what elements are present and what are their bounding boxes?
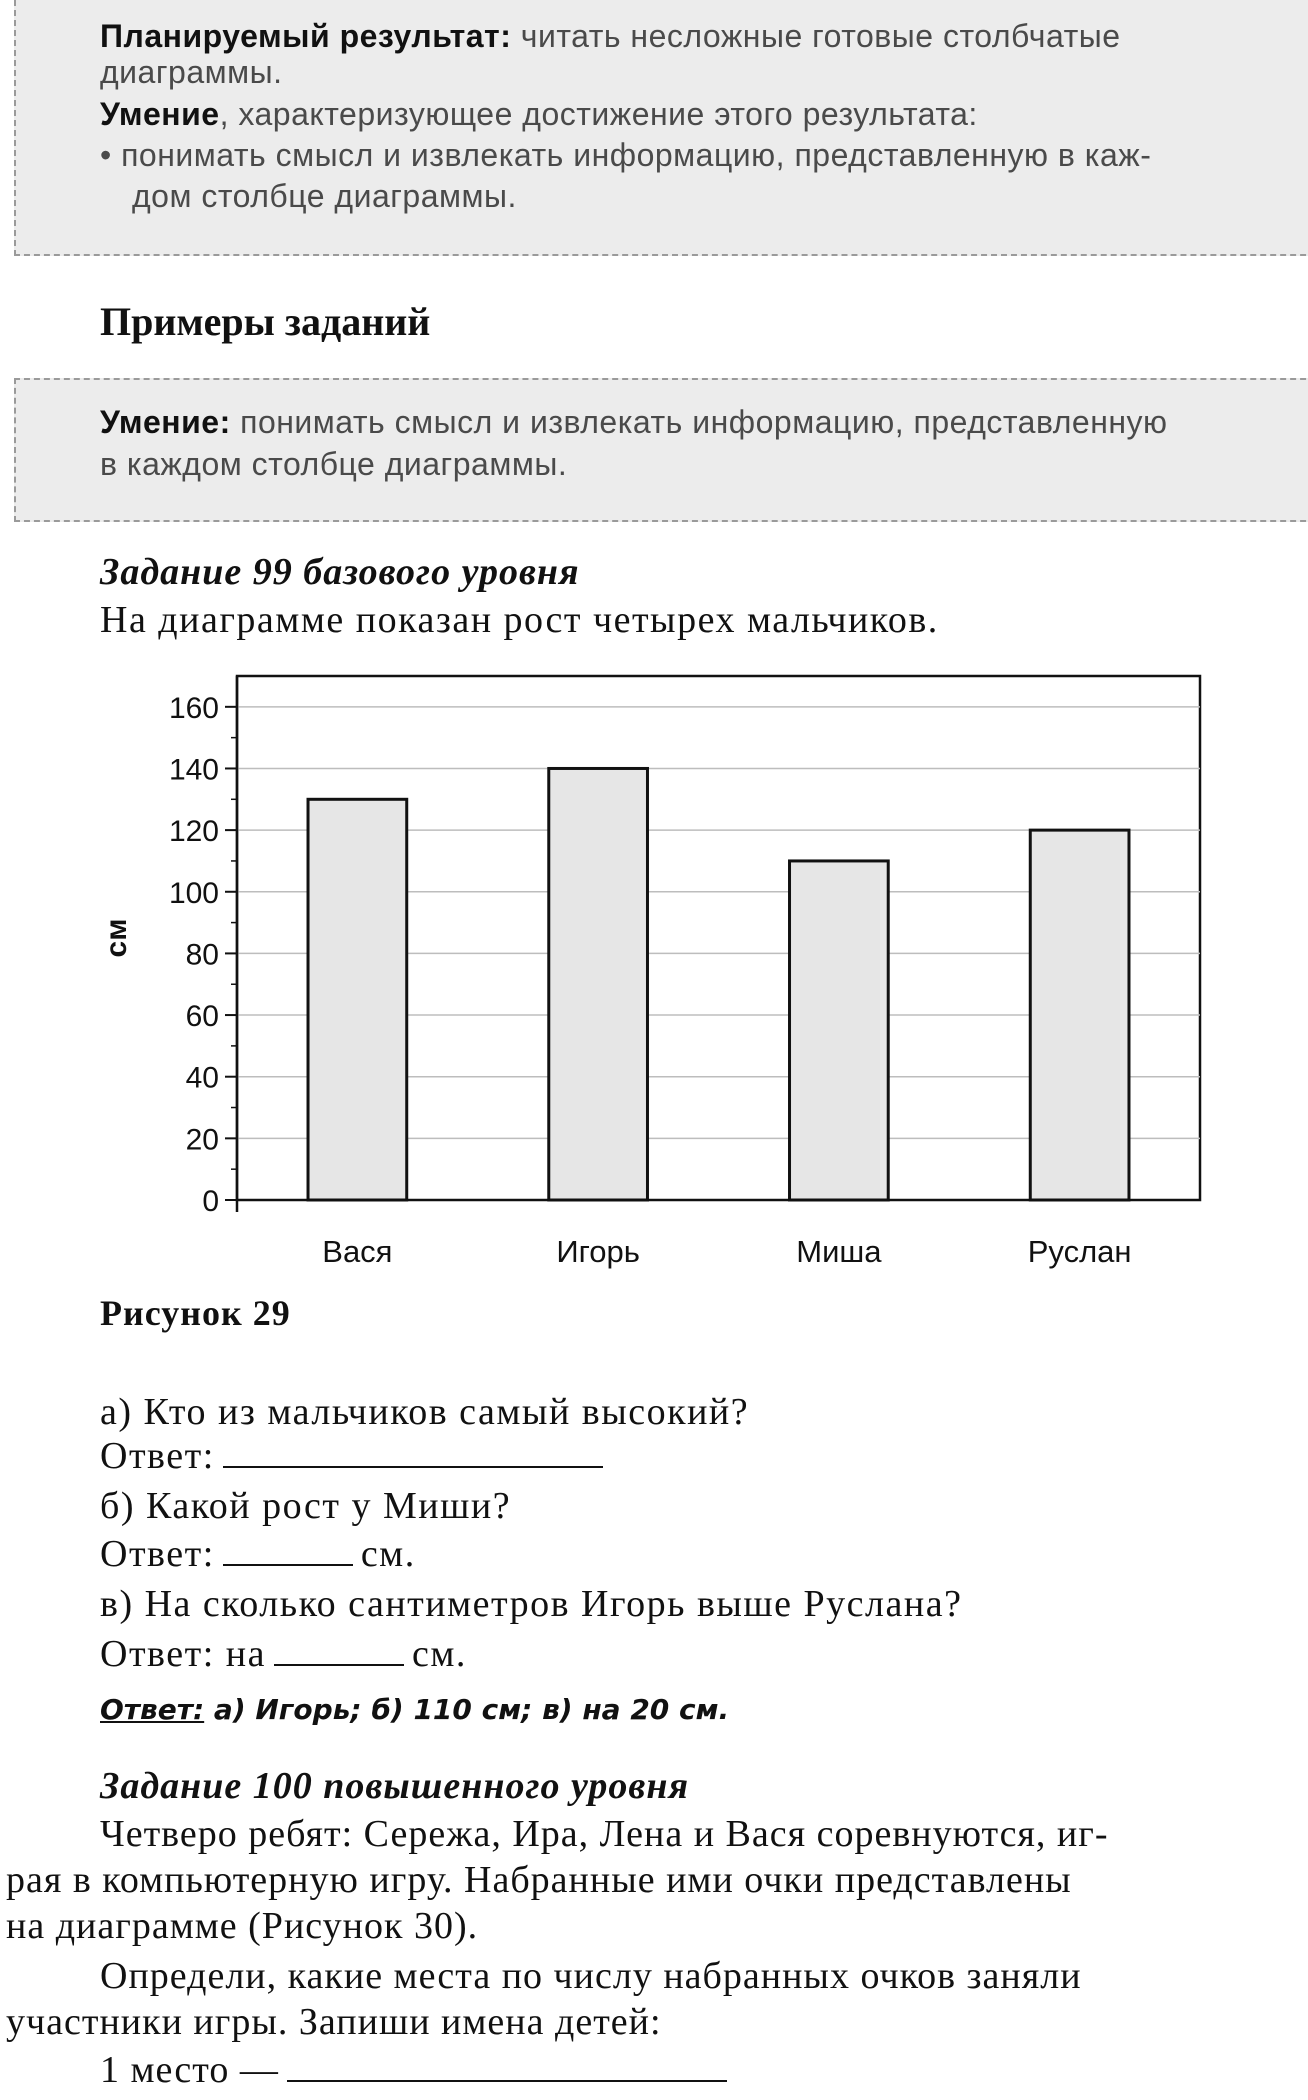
y-axis-label: см: [100, 918, 133, 958]
task100-p2-line1: Определи, какие места по числу набранных очков заняли: [100, 1955, 1082, 1997]
x-category-label: Вася: [322, 1234, 393, 1269]
y-tick-label: 20: [185, 1123, 219, 1157]
planned-result-text-cont: диаграммы.: [100, 54, 283, 90]
task100-p1-line1: Четверо ребят: Сережа, Ира, Лена и Вася соревнуются, иг-: [100, 1813, 1109, 1855]
task100-p2-line2: участники игры. Запиши имена детей:: [6, 2001, 662, 2043]
task99-title: Задание 99 базового уровня: [100, 551, 580, 593]
planned-result-label: Планируемый результат:: [100, 18, 512, 54]
skill-text: , характеризующее достижение этого результата:: [219, 96, 978, 132]
skill-box-text: понимать смысл и извлекать информацию, представленную: [230, 404, 1168, 440]
place1-blank[interactable]: [287, 2078, 727, 2082]
x-category-label: Руслан: [1027, 1234, 1132, 1269]
bar-4: [1030, 830, 1129, 1200]
answer-a-label: Ответ:: [100, 1435, 215, 1477]
answer-b-blank[interactable]: [223, 1562, 353, 1566]
height-bar-chart: [90, 660, 1220, 1290]
task99-intro: На диаграмме показан рост четырех мальчиков.: [100, 599, 939, 641]
task100-p1-line3: на диаграмме (Рисунок 30).: [6, 1905, 479, 1947]
bar-2: [549, 768, 648, 1200]
x-category-label: Игорь: [556, 1234, 640, 1269]
question-b: б) Какой рост у Миши?: [100, 1485, 512, 1527]
bar-3: [790, 861, 889, 1200]
answer-b-label: Ответ:: [100, 1533, 215, 1575]
x-category-label: Миша: [796, 1234, 882, 1269]
answer-c-unit: см.: [412, 1633, 467, 1675]
question-c: в) На сколько сантиметров Игорь выше Руслана?: [100, 1583, 963, 1625]
answer-key-text: а) Игорь; б) 110 см; в) на 20 см.: [204, 1693, 730, 1726]
place1-label: 1 место —: [100, 2049, 279, 2091]
planned-result-text: читать несложные готовые столбчатые: [511, 18, 1121, 54]
y-tick-label: 60: [185, 1000, 219, 1034]
y-tick-label: 80: [185, 938, 219, 972]
skill-label: Умение: [100, 96, 220, 132]
question-a: а) Кто из мальчиков самый высокий?: [100, 1391, 750, 1433]
answer-key-lead: Ответ:: [100, 1693, 205, 1726]
answer-key: [100, 1693, 729, 1726]
skill-box-label: Умение:: [100, 404, 231, 440]
y-tick-label: 160: [168, 691, 219, 725]
skill-bullet: • понимать смысл и извлекать информацию, представленную в каж-: [100, 137, 1152, 173]
task100-title: Задание 100 повышенного уровня: [100, 1765, 690, 1807]
y-tick-label: 120: [168, 815, 219, 849]
skill-bullet-cont: дом столбце диаграммы.: [132, 178, 517, 214]
figure-caption: Рисунок 29: [100, 1293, 291, 1333]
y-tick-label: 100: [168, 876, 219, 910]
planned-result-box: [14, 0, 1308, 256]
examples-heading: Примеры заданий: [100, 299, 431, 344]
answer-a-blank[interactable]: [223, 1464, 603, 1468]
y-tick-label: 140: [168, 753, 219, 787]
answer-c-blank[interactable]: [274, 1662, 404, 1666]
y-tick-label: 40: [185, 1061, 219, 1095]
answer-b-unit: см.: [360, 1533, 416, 1575]
skill-box: [14, 378, 1308, 522]
task100-p1-line2: рая в компьютерную игру. Набранные ими очки представлены: [6, 1859, 1072, 1901]
answer-c-label: Ответ: на: [100, 1633, 267, 1675]
y-tick-label: 0: [202, 1185, 219, 1218]
bar-1: [308, 799, 407, 1200]
skill-box-text-cont: в каждом столбце диаграммы.: [100, 446, 568, 482]
